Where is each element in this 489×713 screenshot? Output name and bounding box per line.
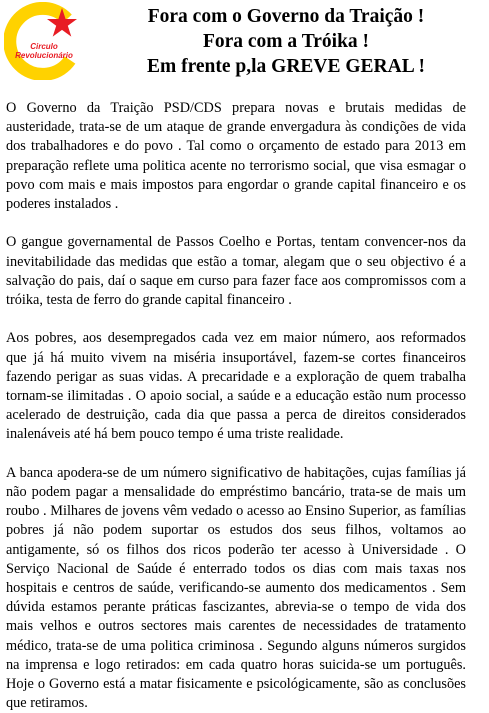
paragraph-2: O gangue governamental de Passos Coelho e Portas, tentam convencer-nos da inevitabilidade das medidas que estão a tomar, alegam que o seu objectivo é a salvação do pais, daí o saque em curso para fazer face aos compromissos com a tróika, testa de ferro do grande capital financeiro .	[6, 234, 466, 309]
paragraph-4: A banca apodera-se de um número significativo de habitações, cujas famílias já não podem pagar a mensalidade do empréstimo bancário, trata-se de mais um roubo . Milhares de jovens vêm vedado o acesso ao Ensino Superior, as famílias pobres já não podem suportar os estudos dos seus filhos, voltamos ao antigamente, só os filhos dos ricos poderão ter acesso à Universidade . O Serviço Nacional de Saúde é enterrado todos os dias com mais taxas nos hospitais e centros de saúde, verificando-se aumento dos medicamentos . Sem dúvida estamos perante práticas fascizantes, abrevia-se o tempo de vida dos mais velhos e outros sectores mais carentes de necessidades de tratamento médico, trata-se de uma politica criminosa . Segundo alguns números surgidos na imprensa e logo retirados: em cada quatro horas suicida-se um português. Hoje o Governo está a matar fisicamente e psicológicamente, são as conclusões que retiramos.	[6, 464, 466, 712]
logo-emblem	[4, 2, 86, 80]
headline-line-2: Fora com a Tróika !	[202, 31, 370, 52]
logo	[4, 2, 86, 80]
headline-line-3: Em frente p,la GREVE GERAL !	[146, 56, 426, 77]
article-body	[6, 99, 466, 713]
logo-text-line1: Circulo	[30, 42, 58, 51]
headline	[96, 4, 476, 79]
paragraph-3: Aos pobres, aos desempregados cada vez em maior número, aos reformados que já há muito vivem na miséria insuportável, fazem-se cortes financeiros fazendo perigar as suas vidas. A precaridade e a exploração de quem trabalha tornam-se ilimitadas . O apoio social, a saúde e a educação estão num processo acelerado de destruição, cada dia que passa a perca de direitos considerados inalenáveis até há bem pouco tempo é uma triste realidade.	[6, 330, 466, 443]
logo-text-line2: Revolucionário	[15, 51, 73, 60]
headline-line-1: Fora com o Governo da Traição !	[147, 6, 425, 27]
paragraph-1: O Governo da Traição PSD/CDS prepara novas e brutais medidas de austeridade, trata-se de um ataque de grande envergadura às condições de vida dos trabalhadores e do povo . Tal como o orçamento de estado para 2013 em preparação reflete uma politica acente no terrorismo social, que visa esmagar o povo com mais e mais impostos para engordar o grande capital financeiro e os poderes instalados .	[6, 100, 466, 213]
